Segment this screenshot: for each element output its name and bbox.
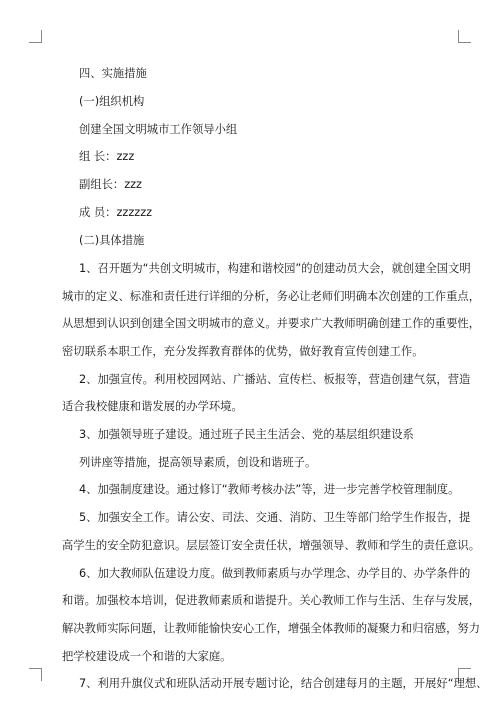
section-title: 四、实施措施 xyxy=(79,67,147,80)
deputy-line: 副组长：zzz xyxy=(79,178,142,191)
leader-line: 组 长：zzz xyxy=(79,150,135,163)
item5-line: 高学生的安全防犯意识。层层签订安全责任状，增强领导、教师和学生的责任意识。 xyxy=(62,539,480,552)
group-name: 创建全国文明城市工作领导小组 xyxy=(79,123,238,136)
item6-line: 解决教师实际问题，让教师能愉快安心工作，增强全体教师的凝聚力和归宿感，努力 xyxy=(62,622,480,635)
item3-line: 3、加强领导班子建设。通过班子民主生活会、党的基层组织建设系 xyxy=(79,428,414,441)
item7-line: 7、利用升旗仪式和班队活动开展专题讨论，结合创建每月的主题，开展好“理想、 xyxy=(79,677,488,690)
item5-line: 5、加强安全工作。请公安、司法、交通、消防、卫生等部门给学生作报告，提 xyxy=(79,511,471,524)
item1-line: 1、召开题为“共创文明城市，构建和谐校园”的创建动员大会，就创建全国文明 xyxy=(79,262,471,275)
item3-line: 列讲座等措施，提高领导素质，创设和谐班子。 xyxy=(79,456,317,469)
item6-line: 6、加大教师队伍建设力度。做到教师素质与办学理念、办学目的、办学条件的 xyxy=(79,567,471,580)
members-line: 成 员：zzzzzz xyxy=(79,206,153,219)
item6-line: 把学校建设成一个和谐的大家庭。 xyxy=(62,650,232,663)
item1-line: 城市的定义、标准和责任进行详细的分析，务必让老师们明确本次创建的工作重点， xyxy=(62,290,480,303)
item2-line: 适合我校健康和谐发展的办学环境。 xyxy=(62,400,243,413)
item1-line: 密切联系本职工作，充分发挥教育群体的优势，做好教育宣传创建工作。 xyxy=(62,345,424,358)
item6-line: 和谐。加强校本培训，促进教师素质和谐提升。关心教师工作与生活、生存与发展， xyxy=(62,594,480,607)
item1-line: 从思想到认识到创建全国文明城市的意义。并要求广大教师明确创建工作的重要性， xyxy=(62,317,480,330)
measures-heading: (二)具体措施 xyxy=(79,234,145,247)
org-heading: (一)组织机构 xyxy=(79,95,145,108)
item4-line: 4、加强制度建设。通过修订“教师考核办法”等，进一步完善学校管理制度。 xyxy=(79,483,460,496)
item2-line: 2、加强宣传。利用校园网站、广播站、宣传栏、板报等，营造创建气氛，营造 xyxy=(79,373,471,386)
